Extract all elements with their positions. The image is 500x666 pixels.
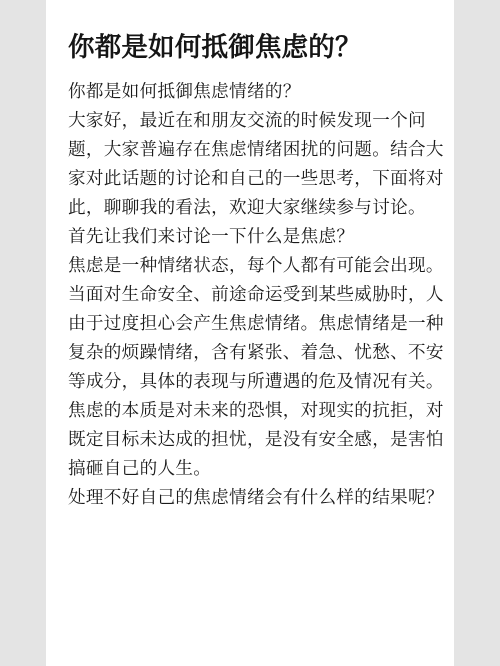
paragraph-what-is-anxiety: 首先让我们来讨论一下什么是焦虑？ xyxy=(68,227,355,247)
article-page xyxy=(46,0,454,666)
paragraph-definition: 焦虑是一种情绪状态，每个人都有可能会出现。当面对生命安全、前途命运受到某些威胁时，人由于过度担心会产生焦虑情绪。焦虑情绪是一种复杂的烦躁情绪，含有紧张、着急、忧愁、不安等成分，具体的表现与所遭遇的危及情况有关。 xyxy=(68,256,444,392)
paragraph-intro: 大家好，最近在和朋友交流的时候发现一个问题，大家普遍存在焦虑情绪困扰的问题。结合大家对此话题的讨论和自己的一些思考，下面将对此，聊聊我的看法，欢迎大家继续参与讨论。 xyxy=(68,111,444,218)
article-title: 你都是如何抵御焦虑的？ xyxy=(68,32,362,63)
paragraph-essence: 焦虑的本质是对未来的恐惧，对现实的抗拒，对既定目标未达成的担忧，是没有安全感，是害怕搞砸自己的人生。 xyxy=(68,401,444,479)
paragraph-consequence: 处理不好自己的焦虑情绪会有什么样的结果呢？ xyxy=(68,488,444,508)
paragraph-question: 你都是如何抵御焦虑情绪的？ xyxy=(68,82,301,102)
